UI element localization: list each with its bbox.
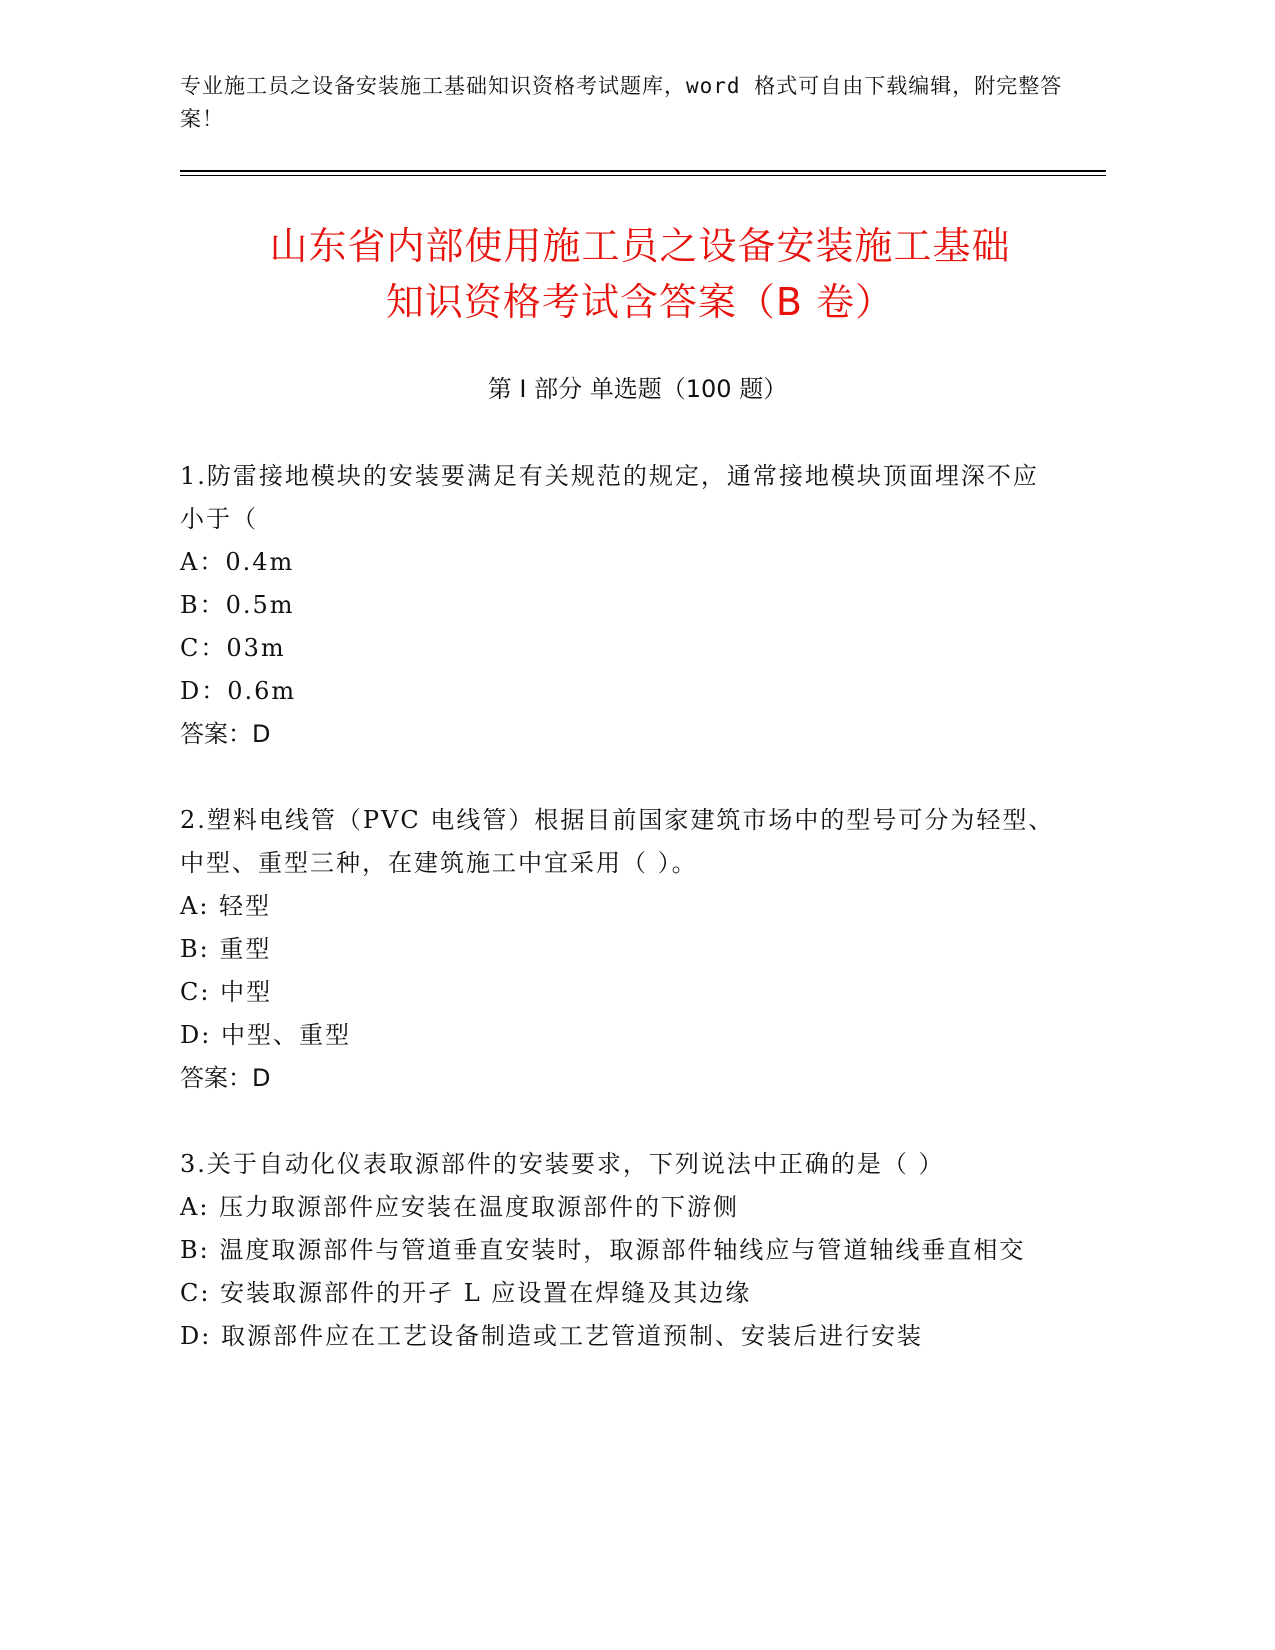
option-b: B: 重型 bbox=[180, 935, 272, 963]
option-d: D: 取源部件应在工艺设备制造或工艺管道预制、安装后进行安装 bbox=[180, 1322, 923, 1350]
question-1 bbox=[180, 455, 1060, 756]
question-list bbox=[180, 455, 1060, 1401]
option-a: A: 压力取源部件应安装在温度取源部件的下游侧 bbox=[180, 1193, 740, 1221]
header-divider-thin bbox=[180, 175, 1106, 176]
title-line-1: 山东省内部使用施工员之设备安装施工基础 bbox=[269, 224, 1011, 268]
option-b: B：0.5m bbox=[180, 591, 295, 619]
question-3 bbox=[180, 1143, 1060, 1358]
header-divider-thick bbox=[180, 170, 1106, 172]
option-c: C：03m bbox=[180, 634, 286, 662]
option-a: A：0.4m bbox=[180, 548, 295, 576]
option-c: C: 中型 bbox=[180, 978, 273, 1006]
option-a: A: 轻型 bbox=[180, 892, 272, 920]
question-stem: 3.关于自动化仪表取源部件的安装要求，下列说法中正确的是（ ） bbox=[180, 1150, 945, 1178]
option-c: C: 安装取源部件的开孑 L 应设置在焊缝及其边缘 bbox=[180, 1279, 752, 1307]
question-stem: 1.防雷接地模块的安装要满足有关规范的规定，通常接地模块顶面埋深不应小于（ bbox=[180, 462, 1039, 533]
answer: 答案：D bbox=[180, 720, 271, 748]
option-b: B: 温度取源部件与管道垂直安装时，取源部件轴线应与管道轴线垂直相交 bbox=[180, 1236, 1026, 1264]
document-title bbox=[160, 218, 1120, 330]
question-stem: 2.塑料电线管（PVC 电线管）根据目前国家建筑市场中的型号可分为轻型、中型、重型三种，在建筑施工中宜采用（ ）。 bbox=[180, 806, 1055, 877]
option-d: D：0.6m bbox=[180, 677, 297, 705]
answer: 答案：D bbox=[180, 1064, 271, 1092]
header-note: 专业施工员之设备安装施工基础知识资格考试题库，word 格式可自由下载编辑，附完整答案！ bbox=[180, 74, 1063, 131]
title-line-2: 知识资格考试含答案（B 卷） bbox=[385, 280, 895, 324]
option-d: D: 中型、重型 bbox=[180, 1021, 351, 1049]
section-title: 第 I 部分 单选题（100 题） bbox=[487, 375, 788, 403]
question-2 bbox=[180, 799, 1060, 1100]
